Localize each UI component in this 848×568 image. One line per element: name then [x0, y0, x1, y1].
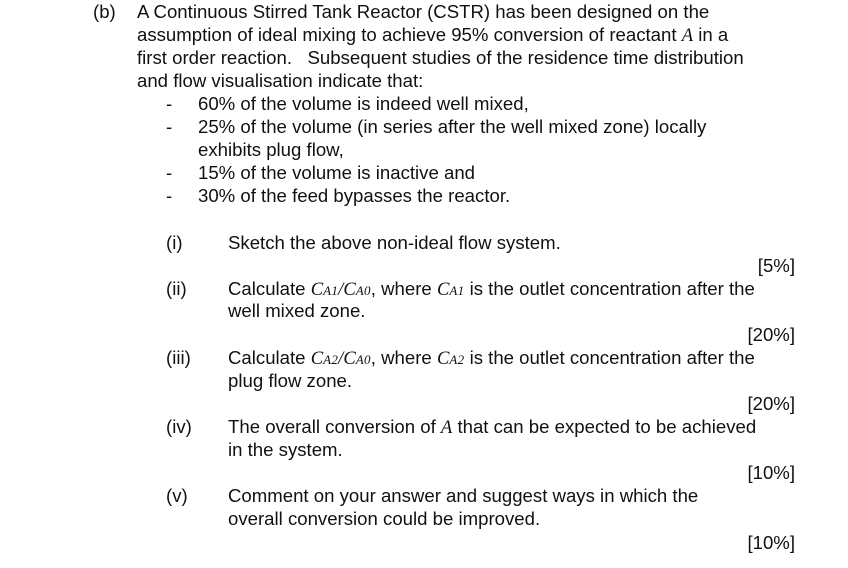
part-text: Calculate CA2/CA0, where CA2 is the outlet concentration after the — [228, 347, 755, 369]
bullet-item-continuation: exhibits plug flow, — [198, 139, 344, 160]
part-text: Comment on your answer and suggest ways in which the — [228, 485, 699, 506]
reactant-variable: A — [681, 25, 694, 46]
part-label: (iii) — [166, 347, 191, 368]
part-label: (v) — [166, 485, 188, 506]
part-label: (i) — [166, 232, 183, 253]
part-text-continuation: plug flow zone. — [228, 370, 353, 391]
intro-line-2: assumption of ideal mixing to achieve 95% conversion of reactant A in a — [137, 24, 729, 46]
part-mark: [10%] — [747, 532, 795, 553]
bullet-item: 60% of the volume is indeed well mixed, — [198, 93, 529, 114]
bullet-item: 30% of the feed bypasses the reactor. — [198, 185, 511, 206]
bullet-dash: - — [166, 116, 173, 137]
bullet-item: 15% of the volume is inactive and — [198, 162, 475, 183]
part-text: The overall conversion of A that can be expected to be achieved — [228, 416, 757, 438]
bullet-item: 25% of the volume (in series after the well mixed zone) locally — [198, 116, 707, 137]
question-label: (b) — [93, 1, 116, 22]
part-text-continuation: well mixed zone. — [228, 300, 366, 321]
intro-line-1: A Continuous Stirred Tank Reactor (CSTR) has been designed on the — [137, 1, 710, 22]
part-text: Sketch the above non-ideal flow system. — [228, 232, 561, 253]
bullet-dash: - — [166, 162, 173, 183]
part-text-continuation: overall conversion could be improved. — [228, 508, 541, 529]
bullet-dash: - — [166, 185, 173, 206]
part-mark: [20%] — [747, 393, 795, 414]
part-text: Calculate CA1/CA0, where CA1 is the outlet concentration after the — [228, 278, 755, 300]
part-mark: [20%] — [747, 324, 795, 345]
part-mark: [5%] — [757, 255, 795, 276]
intro-line-3: first order reaction. Subsequent studies of the residence time distribution — [137, 47, 744, 68]
part-text-continuation: in the system. — [228, 439, 343, 460]
bullet-dash: - — [166, 93, 173, 114]
part-mark: [10%] — [747, 462, 795, 483]
intro-line-4: and flow visualisation indicate that: — [137, 70, 424, 91]
part-label: (ii) — [166, 278, 187, 299]
part-label: (iv) — [166, 416, 192, 437]
